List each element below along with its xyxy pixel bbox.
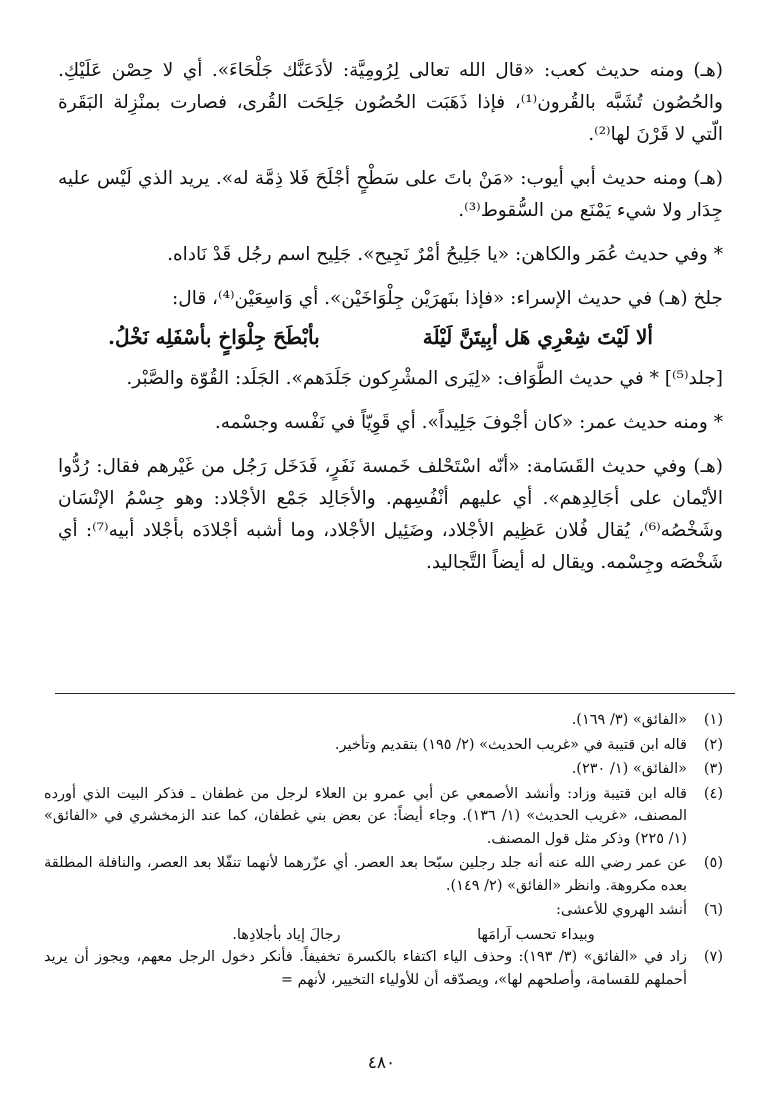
footnote-text: قاله ابن قتيبة في «غريب الحديث» (٢/ ١٩٥) بتقديم وتأخير. <box>334 736 687 753</box>
footnote-number: (٥) <box>703 855 723 871</box>
footnotes <box>44 709 723 993</box>
footnote-1 <box>44 709 723 732</box>
footnote-text: زاد في «الفائق» (٣/ ١٩٣): وحذف الياء اكتفاء بالكسرة تخفيفاً. فأنكر دخول الرجل معهم، ويجوز أن يريد أحملهم للقسامة، وأصلحهم لها»، ويصدّقه أن للأولياء التخيير، لأنهم = <box>44 949 687 988</box>
footnote-number: (٧) <box>703 949 723 965</box>
verse-second-hemistich: بأبْطَحَ جِلْوَاخٍ بأسْفَلِه نَخْلُ. <box>108 325 320 349</box>
page-number: ٤٨٠ <box>367 1053 396 1073</box>
footnote-number: (٢) <box>703 736 723 753</box>
footnote-3 <box>44 758 723 781</box>
footnote-number: (٤) <box>703 785 723 802</box>
paragraph-abu-ayyub: (هـ) ومنه حديث أبي أيوب: «مَنْ باتَ على سَطْحٍ أجْلَحَ فَلا ذِمَّة له». يريد الذي لَيْس عليه جِدَار ولا شيء يَمْنَع من السُّقوط⁽³⁾. <box>58 168 723 221</box>
paragraph-jalad-entry: [جلد⁽⁵⁾] * في حديث الطَّوَاف: «لِيَرى المشْرِكون جَلَدَهم». الجَلَد: القُوّة والصَّبْر. <box>126 368 723 389</box>
footnote-number: (٣) <box>703 761 723 777</box>
footnote-verse-first: وبيداء تحسب آرامَها <box>477 926 595 943</box>
paragraph-jalakh-entry: جلخ (هـ) في حديث الإسراء: «فإذا بنَهرَيْن جِلْوَاخَيْن». أي وَاسِعَيْن⁽⁴⁾، قال: <box>172 288 723 309</box>
poetry-verse <box>58 321 723 353</box>
footnote-text: «الفائق» (٣/ ١٦٩). <box>571 712 687 728</box>
footnote-number: (٦) <box>703 902 723 918</box>
verse-first-hemistich: ألا لَيْتَ شِعْرِي هَل أبِيتَنَّ لَيْلَة <box>422 325 653 349</box>
footnote-verse <box>44 924 723 947</box>
footnote-text: «الفائق» (١/ ٢٣٠). <box>571 761 687 777</box>
footnote-text: قاله ابن قتيبة وزاد: وأنشد الأصمعي عن أبي عمرو بن العلاء لرجل من غطفان ـ فذكر البيت الذي أورده المصنف، «غريب الحديث» (١/ ١٣٦). وجاء أيضاً: عن بعض بني غطفان، كما عند الزمخشري في «الفائق» (١/ ٢٢٥) وذكر مثل قول المصنف. <box>44 785 687 847</box>
paragraph-qasama: (هـ) وفي حديث القَسَامة: «أنّه اسْتَحْلف خَمسة نَفَرٍ، فَدَخَل رَجُل من غَيْرهم فقال: رُدُّوا الأيْمان على أجَالِدِهم». أي عليهم أنْفُسِهم. والأجَالِد جَمْع الأجْلاد: وهو جِسْمُ الإنْسَان وشَخْصُه⁽⁶⁾، يُقال فُلان عَظِيم الأجْلاد، وضَئِيل الأجْلاد، وما أشبه أجْلادَه بأجْلاد أبيه⁽⁷⁾: أي شَخْصَه وجِسْمه. ويقال له أيضاً التَّجاليد. <box>58 456 723 573</box>
paragraph-umar-kahin: * وفي حديث عُمَر والكاهن: «يا جَلِيحُ أمْرٌ نَجِيح». جَلِيح اسم رجُل قَدْ نَاداه. <box>167 244 723 265</box>
footnote-6 <box>44 899 723 922</box>
footnote-divider <box>55 693 735 694</box>
main-text <box>58 55 723 591</box>
footnote-4 <box>44 783 723 851</box>
footnote-text: عن عمر رضي الله عنه أنه جلد رجلين سبّحا بعد العصر. أي عزّرهما لأنهما تنفّلا بعد العصر، والنافلة المطلقة بعده مكروهة. وانظر «الفائق» (٢/ ١٤٩). <box>44 855 687 894</box>
footnote-5 <box>44 852 723 897</box>
footnote-number: (١) <box>703 712 723 728</box>
paragraph-umar-jalid: * ومنه حديث عمر: «كان أجْوفَ جَلِيداً». أي قَوِيّاً في نَفْسه وجسْمه. <box>214 412 723 433</box>
footnote-verse-second: رجالَ إياد بأجلادِها. <box>232 926 341 943</box>
paragraph-kaab: (هـ) ومنه حديث كعب: «قال الله تعالى لِرُومِيَّة: لأدَعَنَّك جَلْحَاءَ». أي لا حِصْن عَلَيْكِ. والحُصُون تُشَبَّه بالقُرون⁽¹⁾، فإذا ذَهَبَت الحُصُون جَلِحَت القُرى، فصارت بمنْزِلة البَقَرة الّتي لا قَرْنَ لها⁽²⁾. <box>58 60 723 145</box>
footnote-text: أنشد الهروي للأعشى: <box>556 902 687 918</box>
footnote-2 <box>44 734 723 757</box>
footnote-7 <box>44 946 723 991</box>
